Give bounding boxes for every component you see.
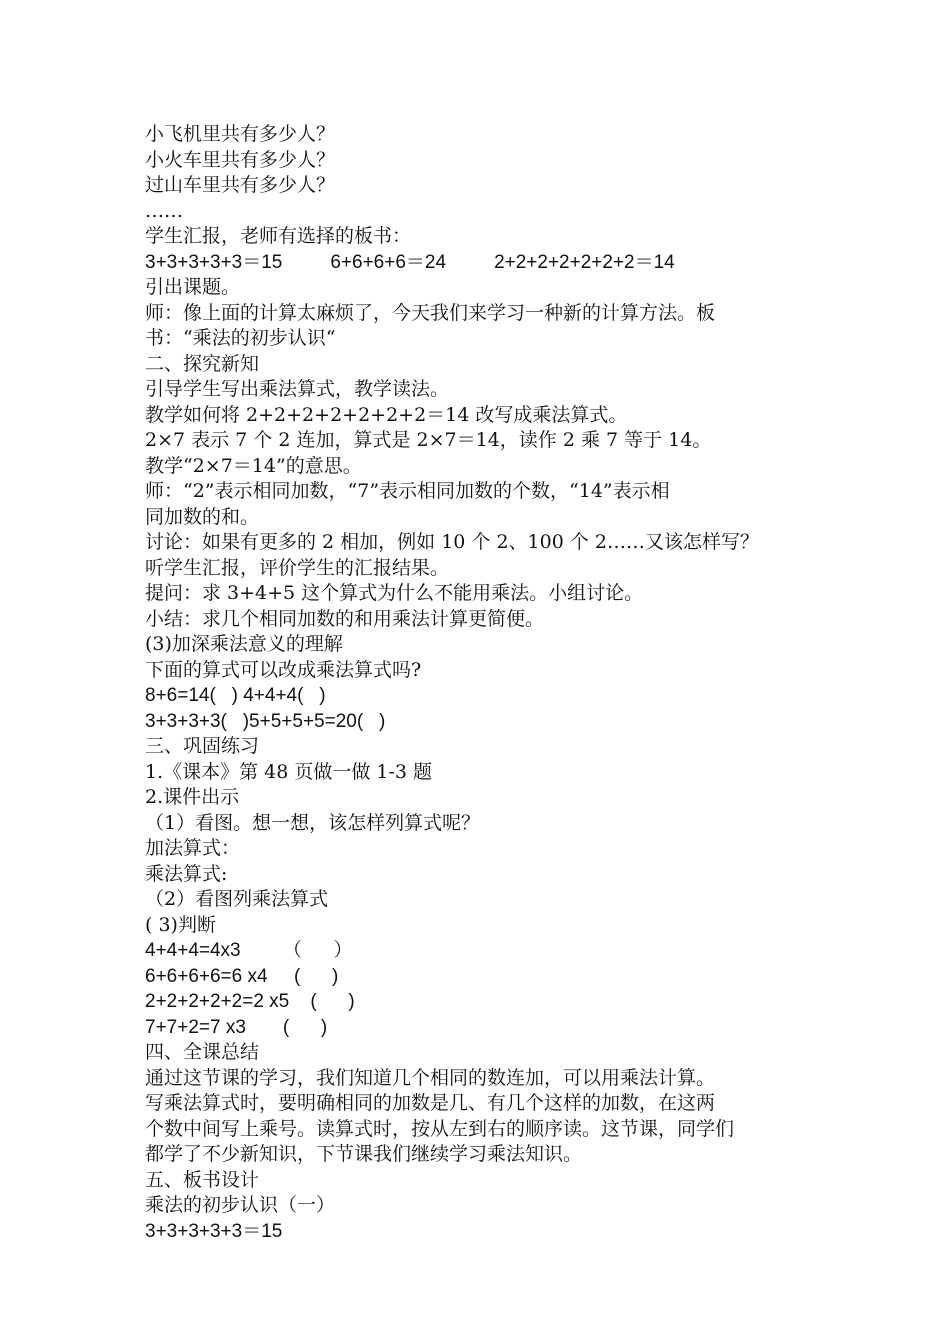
text-line: 写乘法算式时，要明确相同的加数是几、有几个这样的加数，在这两: [145, 1092, 716, 1114]
judge-line: 2+2+2+2+2=2 x5 ( ): [145, 991, 355, 1012]
text-line: 教学“2×7＝14”的意思。: [145, 454, 362, 477]
text-line: 听学生汇报，评价学生的汇报结果。: [145, 556, 450, 579]
text-line: 师：“2”表示相同加数，“7”表示相同加数的个数，“14”表示相: [145, 480, 670, 502]
text-line: 加法算式：: [145, 837, 241, 859]
judge-line: 4+4+4=4x3 （ ）: [145, 940, 353, 961]
text-line: 都学了不少新知识，下节课我们继续学习乘法知识。: [145, 1143, 583, 1165]
text-line: 通过这节课的学习，我们知道几个相同的数连加，可以用乘法计算。: [145, 1066, 716, 1089]
section-heading: 二、探究新知: [145, 352, 260, 375]
document-page: [145, 122, 813, 1244]
text-line: 引出课题。: [145, 276, 241, 298]
exercise-line: 8+6=14( ) 4+4+4( ): [145, 685, 326, 706]
section-heading: 三、巩固练习: [145, 735, 260, 757]
text-line: 小火车里共有多少人？: [145, 148, 336, 171]
text-line: 提问：求 3+4+5 这个算式为什么不能用乘法。小组讨论。: [145, 582, 644, 604]
text-line: ( 3)判断: [145, 913, 216, 936]
text-line: 教学如何将 2+2+2+2+2+2+2＝14 改写成乘法算式。: [145, 403, 628, 426]
text-line: (3)加深乘法意义的理解: [145, 633, 343, 655]
text-line: 个数中间写上乘号。读算式时，按从左到右的顺序读。这节课，同学们: [145, 1117, 735, 1140]
text-line: 书：“乘法的初步认识“: [145, 327, 336, 349]
text-line: 1.《课本》第 48 页做一做 1-3 题: [145, 760, 433, 783]
text-line: 小结：求几个相同加数的和用乘法计算更简便。: [145, 607, 545, 630]
text-line: 乘法的初步认识（一）: [145, 1194, 336, 1216]
board-equation: 2+2+2+2+2+2+2＝14: [494, 251, 675, 273]
text-line: 过山车里共有多少人？: [145, 174, 336, 196]
text-line: 讨论：如果有更多的 2 相加，例如 10 个 2、100 个 2……又该怎样写？: [145, 531, 759, 553]
text-line: 下面的算式可以改成乘法算式吗?: [145, 658, 422, 681]
text-line: ……: [145, 199, 183, 222]
text-line: 2.课件出示: [145, 786, 240, 808]
board-equation: 6+6+6+6＝24: [330, 251, 447, 273]
section-heading: 四、全课总结: [145, 1041, 260, 1063]
judge-line: 6+6+6+6=6 x4 ( ): [145, 965, 339, 987]
text-line: 2×7 表示 7 个 2 连加，算式是 2×7＝14，读作 2 乘 7 等于 14。: [145, 429, 712, 451]
text-line: 引导学生写出乘法算式，教学读法。: [145, 378, 450, 400]
text-line: 小飞机里共有多少人？: [145, 123, 336, 145]
board-equation: 3+3+3+3+3＝15: [145, 251, 283, 273]
text-line: 学生汇报，老师有选择的板书：: [145, 225, 412, 247]
section-heading: 五、板书设计: [145, 1168, 260, 1191]
board-equations-line: [145, 250, 813, 276]
exercise-line: 3+3+3+3( )5+5+5+5=20( ): [145, 710, 386, 732]
text-line: （2）看图列乘法算式: [145, 888, 329, 910]
text-line: 同加数的和。: [145, 505, 260, 528]
judge-line: 7+7+2=7 x3 ( ): [145, 1016, 328, 1038]
text-line: 3+3+3+3+3＝15: [145, 1220, 283, 1242]
text-line: 师：像上面的计算太麻烦了，今天我们来学习一种新的计算方法。板: [145, 301, 716, 324]
text-line: 乘法算式:: [145, 862, 228, 885]
text-line: （1）看图。想一想，该怎样列算式呢？: [145, 811, 481, 834]
